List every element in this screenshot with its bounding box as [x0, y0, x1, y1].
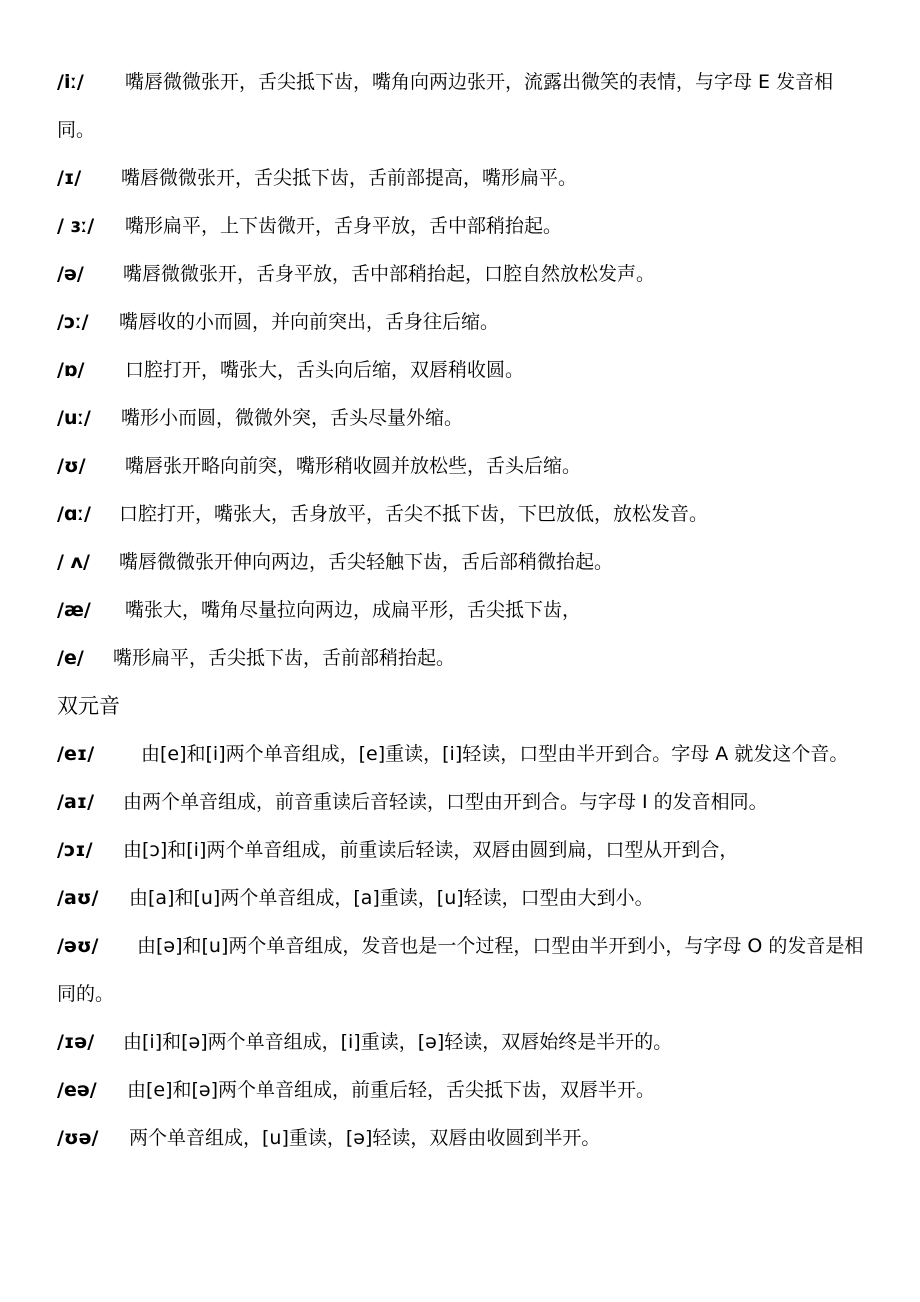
phoneme-description: 口腔打开，嘴张大，舌身放平，舌尖不抵下齿，下巴放低，放松发音。 — [119, 503, 709, 525]
phoneme-symbol: /ʊ/ — [57, 455, 86, 477]
phoneme-description: 嘴形扁平，舌尖抵下齿，舌前部稍抬起。 — [113, 647, 456, 669]
phoneme-entry-schwa — [57, 250, 867, 298]
phoneme-description: 嘴唇微微张开，舌身平放，舌中部稍抬起，口腔自然放松发声。 — [123, 263, 656, 285]
phoneme-entry-au — [57, 874, 867, 922]
phoneme-symbol: /ɒ/ — [57, 359, 85, 381]
phoneme-description: 口腔打开，嘴张大，舌头向后缩，双唇稍收圆。 — [125, 359, 525, 381]
phoneme-entry-a-long — [57, 490, 867, 538]
phoneme-description: 嘴张大，嘴角尽量拉向两边，成扁平形，舌尖抵下齿， — [125, 599, 582, 621]
phoneme-entry-ai — [57, 778, 867, 826]
phoneme-symbol: /æ/ — [57, 599, 91, 621]
phoneme-entry-i-long — [57, 58, 867, 154]
phoneme-symbol: /eə/ — [57, 1079, 97, 1101]
phoneme-description: 由[ə]和[u]两个单音组成，发音也是一个过程，口型由半开到小，与字母 O 的发音是相同的。 — [57, 935, 864, 1005]
phoneme-entry-ua — [57, 1114, 867, 1162]
phoneme-entry-ash — [57, 586, 867, 634]
phoneme-symbol: / ʌ/ — [57, 551, 90, 573]
phoneme-entry-ie — [57, 1018, 867, 1066]
phoneme-description: 嘴唇微微张开，舌尖抵下齿，嘴角向两边张开，流露出微笑的表情，与字母 E 发音相同。 — [57, 71, 834, 141]
phoneme-description: 由[e]和[i]两个单音组成，[e]重读，[i]轻读，口型由半开到合。字母 A 就发这个音。 — [141, 743, 849, 765]
phoneme-description: 由[e]和[ə]两个单音组成，前重后轻，舌尖抵下齿，双唇半开。 — [127, 1079, 656, 1101]
phoneme-description: 由[ɔ]和[i]两个单音组成，前重读后轻读，双唇由圆到扁，口型从开到合， — [123, 839, 739, 861]
phoneme-symbol: /e/ — [57, 647, 84, 669]
phoneme-symbol: /ɪə/ — [57, 1031, 95, 1053]
phoneme-description: 嘴唇张开略向前突，嘴形稍收圆并放松些，舌头后缩。 — [125, 455, 582, 477]
phoneme-description: 由[i]和[ə]两个单音组成，[i]重读，[ə]轻读，双唇始终是半开的。 — [123, 1031, 673, 1053]
phoneme-entry-ei — [57, 730, 867, 778]
phoneme-symbol: /aʊ/ — [57, 887, 99, 909]
phoneme-entry-ou — [57, 922, 867, 1018]
phoneme-description: 嘴唇收的小而圆，并向前突出，舌身往后缩。 — [119, 311, 500, 333]
phonetics-document — [57, 58, 867, 1162]
phoneme-entry-er-long — [57, 202, 867, 250]
section-heading-diphthongs: 双元音 — [57, 694, 120, 718]
phoneme-description: 嘴唇微微张开，舌尖抵下齿，舌前部提高，嘴形扁平。 — [121, 167, 578, 189]
phoneme-description: 由[a]和[u]两个单音组成，[a]重读，[u]轻读，口型由大到小。 — [129, 887, 654, 909]
phoneme-symbol: /ʊə/ — [57, 1127, 99, 1149]
phoneme-symbol: /ɔː/ — [57, 311, 89, 333]
phoneme-entry-o-short — [57, 346, 867, 394]
phoneme-symbol: /ɪ/ — [57, 167, 82, 189]
phoneme-description: 由两个单音组成，前音重读后音轻读，口型由开到合。与字母 I 的发音相同。 — [123, 791, 768, 813]
phoneme-entry-aw-long — [57, 298, 867, 346]
phoneme-entry-u-long — [57, 394, 867, 442]
phoneme-symbol: /uː/ — [57, 407, 91, 429]
phoneme-entry-e — [57, 634, 867, 682]
phoneme-entry-u-short — [57, 442, 867, 490]
phoneme-description: 嘴形扁平，上下齿微开，舌身平放，舌中部稍抬起。 — [125, 215, 563, 237]
phoneme-symbol: /iː/ — [57, 71, 84, 93]
phoneme-symbol: /ə/ — [57, 263, 84, 285]
phoneme-description: 嘴形小而圆，微微外突，舌头尽量外缩。 — [121, 407, 464, 429]
phoneme-symbol: /ɑː/ — [57, 503, 91, 525]
phoneme-symbol: /eɪ/ — [57, 743, 95, 765]
phoneme-symbol: / ɜː/ — [57, 215, 95, 237]
phoneme-entry-caret — [57, 538, 867, 586]
phoneme-entry-i-short — [57, 154, 867, 202]
phoneme-symbol: /aɪ/ — [57, 791, 95, 813]
phoneme-entry-oi — [57, 826, 867, 874]
phoneme-symbol: /əʊ/ — [57, 935, 99, 957]
phoneme-description: 嘴唇微微张开伸向两边，舌尖轻触下齿，舌后部稍微抬起。 — [119, 551, 614, 573]
phoneme-description: 两个单音组成，[u]重读，[ə]轻读，双唇由收圆到半开。 — [129, 1127, 601, 1149]
phoneme-symbol: /ɔɪ/ — [57, 839, 93, 861]
phoneme-entry-ea — [57, 1066, 867, 1114]
